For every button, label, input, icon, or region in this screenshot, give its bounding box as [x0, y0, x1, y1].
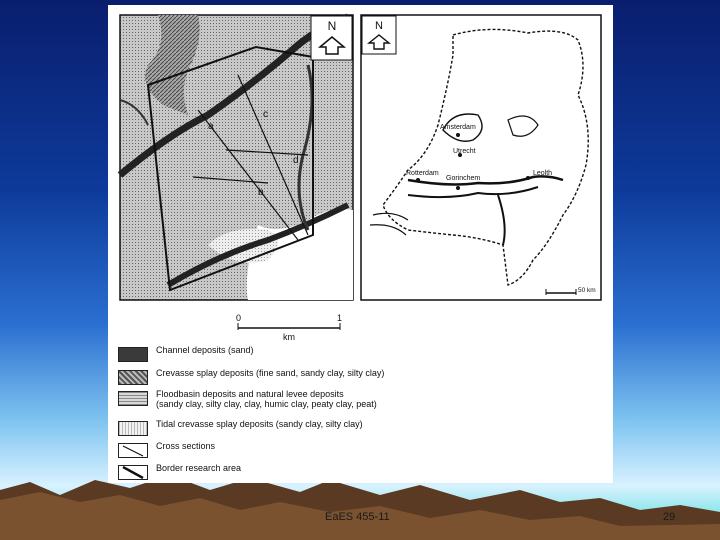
legend-text: Floodbasin deposits and natural levee deposits — [156, 389, 344, 399]
cross-section-swatch-icon — [118, 443, 148, 458]
north-label-left: N — [327, 19, 337, 33]
floodbasin-swatch-icon — [118, 391, 148, 406]
city-gorinchem: Gorinchem — [446, 175, 481, 182]
city-utrecht: Utrecht — [453, 148, 476, 155]
figure-svg — [108, 5, 613, 483]
area-label-b: b — [258, 187, 264, 198]
legend-text: Cross sections — [156, 441, 216, 451]
channel-swatch-icon — [118, 347, 148, 362]
page-number: 29 — [663, 511, 676, 523]
research-area-map — [120, 15, 353, 300]
north-label-right: N — [375, 20, 383, 32]
legend-text: Tidal crevasse splay deposits (sandy clay, silty clay) — [156, 419, 363, 429]
area-label-c: c — [263, 109, 268, 120]
scale-label-right: 50 km — [578, 287, 596, 294]
legend-text-2: (sandy clay, silty clay, clay, humic clay, peaty clay, peat) — [156, 399, 377, 409]
scale-start: 0 — [236, 313, 242, 323]
area-label-d: d — [293, 155, 299, 166]
scale-unit: km — [283, 332, 295, 342]
area-label-a: a — [208, 121, 214, 132]
scale-end: 1 — [337, 313, 343, 323]
figure-panel — [108, 5, 613, 483]
legend-text: Channel deposits (sand) — [156, 345, 254, 355]
city-leolth: Leolth — [533, 170, 553, 177]
netherlands-map — [361, 15, 601, 300]
crevasse-swatch-icon — [118, 370, 148, 385]
city-amsterdam: Amsterdam — [440, 124, 476, 131]
legend-text: Border research area — [156, 463, 242, 473]
border-swatch-icon — [118, 465, 148, 480]
tidal-swatch-icon — [118, 421, 148, 436]
footer-label: EaES 455-11 — [325, 511, 390, 523]
scale-bar — [236, 313, 342, 342]
city-rotterdam: Rotterdam — [406, 170, 439, 177]
legend-text: Crevasse splay deposits (fine sand, sandy clay, silty clay) — [156, 368, 385, 378]
